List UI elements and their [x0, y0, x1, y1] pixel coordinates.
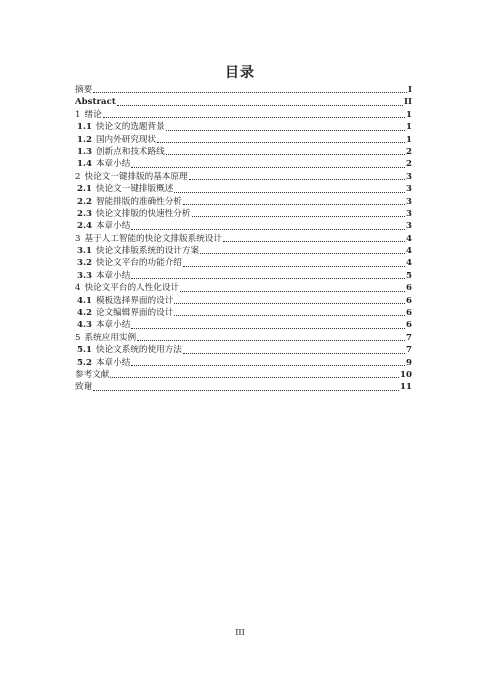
- toc-entry[interactable]: [75, 220, 412, 232]
- toc-dot-leader: [103, 116, 405, 118]
- table-of-contents: [75, 84, 412, 394]
- page-number: III: [235, 628, 245, 637]
- toc-dot-leader: [117, 104, 403, 106]
- toc-entry-number: 4.3: [77, 320, 92, 331]
- toc-entry-label: 本章小结: [95, 221, 131, 232]
- toc-dot-leader: [131, 277, 405, 279]
- toc-dot-leader: [189, 178, 405, 180]
- toc-dot-leader: [166, 129, 405, 131]
- toc-entry-number: 1: [75, 109, 81, 120]
- toc-entry-number: 1.1: [77, 122, 92, 133]
- toc-dot-leader: [223, 240, 405, 242]
- toc-entry-page: 3: [406, 171, 412, 182]
- toc-dot-leader: [183, 352, 405, 354]
- toc-entry-label: 本章小结: [95, 320, 131, 331]
- toc-entry-number: 3.1: [77, 246, 92, 257]
- toc-entry[interactable]: [75, 319, 412, 331]
- toc-entry-number: 2.1: [77, 184, 92, 195]
- toc-entry-page: 6: [406, 283, 412, 294]
- toc-dot-leader: [166, 153, 405, 155]
- toc-entry[interactable]: [75, 146, 412, 158]
- toc-entry[interactable]: [75, 332, 412, 344]
- toc-entry[interactable]: [75, 344, 412, 356]
- toc-entry-page: 1: [406, 109, 412, 120]
- toc-entry-number: 5.2: [77, 357, 92, 368]
- toc-entry-page: 11: [400, 382, 412, 393]
- toc-dot-leader: [174, 314, 405, 316]
- toc-dot-leader: [131, 364, 405, 366]
- toc-dot-leader: [200, 252, 405, 254]
- toc-entry-number: 2.4: [77, 221, 92, 232]
- toc-entry-number: 2.3: [77, 208, 92, 219]
- toc-entry-label: 快论文平台的功能介绍: [95, 258, 182, 269]
- toc-dot-leader: [93, 389, 399, 391]
- toc-entry[interactable]: [75, 257, 412, 269]
- toc-dot-leader: [192, 215, 406, 217]
- toc-entry-number: 2.2: [77, 196, 92, 207]
- toc-entry-number: 4.1: [77, 295, 92, 306]
- toc-entry-number: 2: [75, 171, 81, 182]
- toc-entry-page: 3: [406, 184, 412, 195]
- toc-entry[interactable]: [75, 171, 412, 183]
- toc-dot-leader: [110, 376, 399, 378]
- toc-entry-label: 快论文平台的人性化设计: [84, 283, 180, 294]
- toc-entry-page: I: [407, 84, 412, 95]
- toc-entry-page: 6: [406, 295, 412, 306]
- toc-entry[interactable]: [75, 270, 412, 282]
- toc-entry-page: 7: [406, 332, 412, 343]
- toc-entry-label: 国内外研究现状: [95, 134, 157, 145]
- toc-dot-leader: [183, 203, 405, 205]
- toc-entry-page: 4: [406, 233, 412, 244]
- toc-entry[interactable]: [75, 96, 412, 108]
- toc-dot-leader: [157, 141, 405, 143]
- toc-entry-label: 基于人工智能的快论文排版系统设计: [84, 233, 222, 244]
- toc-entry-label: 快论文排版系统的设计方案: [95, 246, 200, 257]
- toc-entry-page: 5: [406, 270, 412, 281]
- toc-entry[interactable]: [75, 282, 412, 294]
- toc-entry-page: 3: [406, 196, 412, 207]
- toc-entry[interactable]: [75, 134, 412, 146]
- toc-entry-page: 4: [406, 246, 412, 257]
- toc-entry-label: 智能排版的准确性分析: [95, 196, 182, 207]
- toc-entry-label: 快论文一键排版概述: [95, 184, 174, 195]
- toc-entry[interactable]: [75, 109, 412, 121]
- toc-entry-page: 6: [406, 308, 412, 319]
- toc-entry[interactable]: [75, 158, 412, 170]
- toc-entry-label: 致谢: [75, 382, 93, 393]
- toc-entry-number: 3.2: [77, 258, 92, 269]
- toc-entry-page: 2: [406, 146, 412, 157]
- toc-entry-number: 1.4: [77, 159, 92, 170]
- toc-dot-leader: [131, 166, 405, 168]
- toc-entry[interactable]: [75, 381, 412, 393]
- toc-entry-number: 3.3: [77, 270, 92, 281]
- toc-entry-number: 5: [75, 332, 81, 343]
- toc-entry-number: 1.3: [77, 146, 92, 157]
- toc-entry-label: 论文编辑界面的设计: [95, 308, 174, 319]
- toc-entry-number: 1.2: [77, 134, 92, 145]
- toc-entry[interactable]: [75, 369, 412, 381]
- toc-dot-leader: [131, 228, 405, 230]
- toc-entry[interactable]: [75, 84, 412, 96]
- toc-entry-label: 快论文一键排版的基本原理: [84, 171, 188, 182]
- toc-entry-label: 快论文排版的快速性分析: [95, 208, 191, 219]
- toc-entry-number: 4: [75, 283, 81, 294]
- toc-entry-label: 本章小结: [95, 270, 131, 281]
- toc-entry-page: II: [403, 97, 412, 108]
- toc-entry-label: 本章小结: [95, 159, 131, 170]
- toc-entry[interactable]: [75, 357, 412, 369]
- toc-entry-label: 本章小结: [95, 357, 131, 368]
- toc-dot-leader: [174, 191, 405, 193]
- toc-entry[interactable]: [75, 208, 412, 220]
- toc-entry-label: 快论文系统的使用方法: [95, 345, 182, 356]
- toc-entry-label: 创新点和技术路线: [95, 146, 165, 157]
- toc-entry-page: 4: [406, 258, 412, 269]
- toc-entry[interactable]: [75, 295, 412, 307]
- toc-entry-label: 参考文献: [75, 369, 110, 380]
- toc-entry-page: 10: [400, 369, 412, 380]
- toc-entry-page: 9: [406, 357, 412, 368]
- toc-dot-leader: [93, 91, 407, 93]
- toc-entry-label: 系统应用实例: [84, 332, 137, 343]
- toc-dot-leader: [174, 302, 405, 304]
- toc-dot-leader: [180, 290, 405, 292]
- toc-entry-page: 1: [406, 134, 412, 145]
- toc-entry-label: Abstract: [75, 97, 116, 108]
- toc-entry-number: 4.2: [77, 308, 92, 319]
- toc-entry-number: 3: [75, 233, 81, 244]
- toc-entry[interactable]: [75, 307, 412, 319]
- toc-entry-page: 1: [406, 122, 412, 133]
- toc-entry-page: 7: [406, 345, 412, 356]
- toc-entry-page: 3: [406, 221, 412, 232]
- toc-entry[interactable]: [75, 121, 412, 133]
- toc-entry[interactable]: [75, 196, 412, 208]
- toc-entry[interactable]: [75, 245, 412, 257]
- toc-dot-leader: [183, 265, 405, 267]
- toc-entry-page: 6: [406, 320, 412, 331]
- toc-dot-leader: [137, 339, 405, 341]
- page-title: 目录: [225, 65, 255, 81]
- toc-entry[interactable]: [75, 233, 412, 245]
- toc-entry-page: 3: [406, 208, 412, 219]
- toc-entry-label: 模板选择界面的设计: [95, 295, 174, 306]
- toc-entry-number: 5.1: [77, 345, 92, 356]
- toc-entry[interactable]: [75, 183, 412, 195]
- toc-entry-label: 摘要: [75, 84, 93, 95]
- toc-entry-label: 快论文的选题背景: [95, 122, 165, 133]
- toc-entry-page: 2: [406, 159, 412, 170]
- toc-dot-leader: [131, 327, 405, 329]
- toc-entry-label: 绪论: [84, 109, 102, 120]
